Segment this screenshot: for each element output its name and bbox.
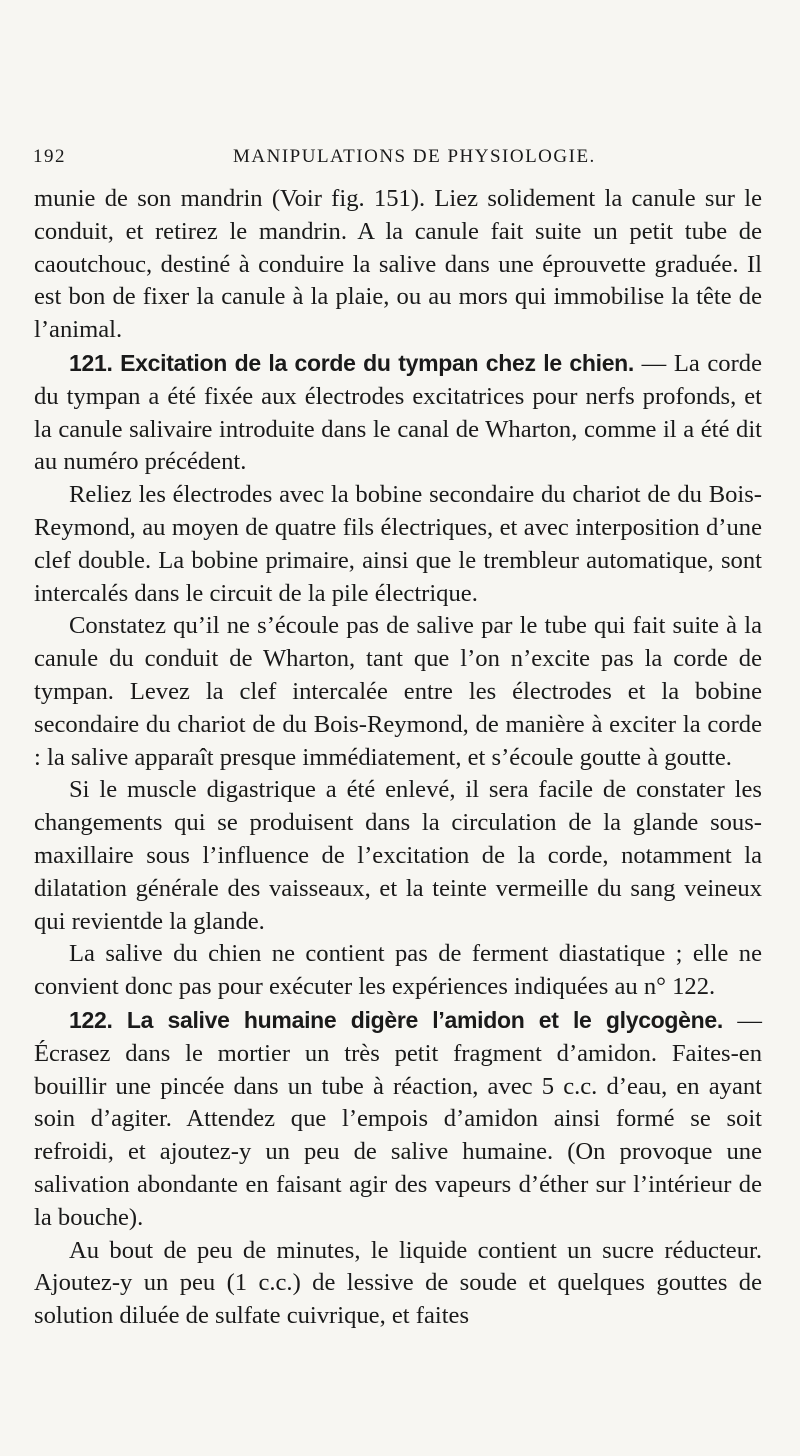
paragraph: La salive du chien ne contient pas de ferment diastatique ; elle ne convient donc pas pour exécuter les expériences indiquées au n° 122. xyxy=(34,940,762,1001)
paragraph: Constatez qu’il ne s’écoule pas de salive par le tube qui fait suite à la canule du conduit de Wharton, tant que l’on n’excite pas la corde de tympan. Levez la clef intercalée entre les électrodes et la bobine secondaire du chariot de du Bois-Reymond, de manière à exciter la corde : la salive apparaît presque immédiatement, et s’écoule goutte à goutte. xyxy=(34,612,762,771)
paragraph: Reliez les électrodes avec la bobine secondaire du chariot de du Bois-Reymond, au moyen de quatre fils électriques, et avec interposition d’une clef double. La bobine primaire, ainsi que le trembleur automatique, sont intercalés dans le circuit de la pile électrique. xyxy=(34,481,762,607)
paragraph: Au bout de peu de minutes, le liquide contient un sucre réducteur. Ajoutez-y un peu (1 c.c.) de lessive de soude et quelques gouttes de solution diluée de sulfate cuivrique, et faites xyxy=(34,1236,762,1330)
body-text xyxy=(34,183,762,1333)
paragraph-section-121 xyxy=(34,347,762,479)
paragraph-section-122 xyxy=(34,1004,762,1235)
paragraph: munie de son mandrin (Voir fig. 151). Liez solidement la canule sur le conduit, et retirez le mandrin. A la canule fait suite un petit tube de caoutchouc, destiné à conduire la salive dans une éprouvette graduée. Il est bon de fixer la canule à la plaie, ou au mors qui immobilise la tête de l’animal. xyxy=(34,185,762,344)
paragraph-text: — Écrasez dans le mortier un très petit fragment d’amidon. Faites-en bouillir une pincée dans un tube à réaction, avec 5 c.c. d’eau, en ayant soin d’agiter. Attendez que l’empois d’amidon ainsi formé se soit refroidi, et ajoutez-y un peu de salive humaine. (On provoque une salivation abondante en faisant agir des vapeurs d’éther sur l’intérieur de la bouche). xyxy=(34,1006,762,1231)
running-title: MANIPULATIONS DE PHYSIOLOGIE. xyxy=(233,146,596,167)
page-number: 192 xyxy=(33,146,66,167)
paragraph: Si le muscle digastrique a été enlevé, il sera facile de constater les changements qui se produisent dans la circulation de la glande sous-maxillaire sous l’influence de l’excitation de la corde, notamment la dilatation générale des vaisseaux, et la teinte vermeille du sang veineux qui revientde la glande. xyxy=(34,776,762,935)
section-heading: 122. La salive humaine digère l’amidon et le glycogène. xyxy=(69,1006,724,1033)
section-heading: 121. Excitation de la corde du tympan chez le chien. xyxy=(69,349,635,376)
paragraph-text: — La corde du tympan a été fixée aux électrodes excitatrices pour nerfs profonds, et la canule salivaire introduite dans le canal de Wharton, comme il a été dit au numéro précédent. xyxy=(34,349,762,476)
page-header xyxy=(33,146,764,172)
